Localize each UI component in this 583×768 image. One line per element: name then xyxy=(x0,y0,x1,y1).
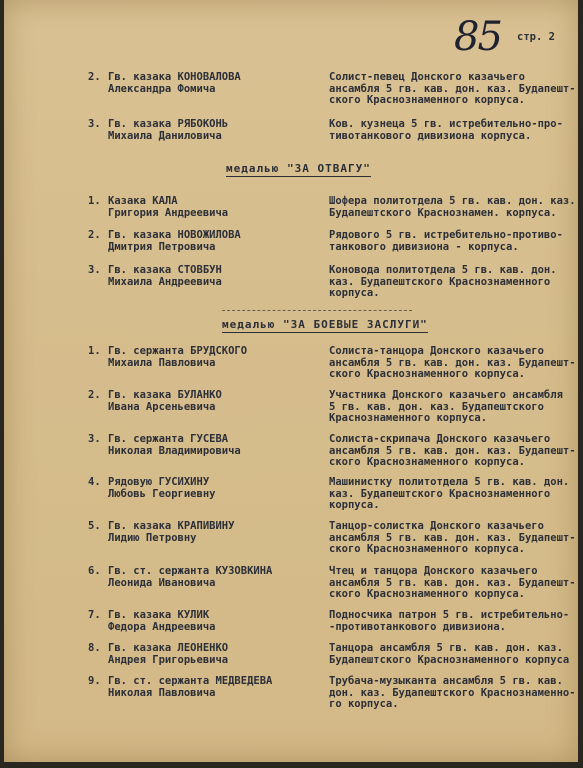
name-line: Ивана Арсеньевича xyxy=(108,400,216,413)
position-line: ского Краснознаменного корпуса. xyxy=(329,456,525,468)
position-line: ансамбля 5 гв. кав. дон. каз. Будапешт- xyxy=(329,444,576,457)
position-line: ского Краснознаменного корпуса. xyxy=(329,368,525,380)
name-line: Гв. казака СТОВБУН xyxy=(108,264,222,276)
position-line: го корпуса. xyxy=(329,698,399,710)
name-line: Дмитрия Петровича xyxy=(108,240,216,253)
name-line: Гв. сержанта БРУДСКОГО xyxy=(108,345,248,357)
recipient-position xyxy=(329,610,574,633)
name-line: Михаила Андреевича xyxy=(108,275,222,288)
position-line: Краснознаменного корпуса. xyxy=(329,412,488,424)
entry-number: 2. xyxy=(88,389,101,401)
name-line: Казака КАЛА xyxy=(108,195,178,207)
position-line: Коновода политотдела 5 гв. кав. дон. xyxy=(329,264,557,276)
name-line: Гв. сержанта ГУСЕВА xyxy=(108,433,229,445)
recipient-name xyxy=(108,566,272,589)
position-line: танкового дивизиона - корпуса. xyxy=(329,240,519,253)
name-line: Александра Фомича xyxy=(108,82,216,95)
recipient-name xyxy=(108,119,228,142)
position-line: Участника Донского казачьего ансамбля xyxy=(329,389,563,401)
recipient-position xyxy=(329,265,574,300)
name-line: Гв. казака КОНОВАЛОВА xyxy=(108,71,241,83)
recipient-name xyxy=(108,390,222,413)
entry-number: 6. xyxy=(88,565,101,577)
entry-number: 1. xyxy=(88,195,101,207)
name-line: Леонида Ивановича xyxy=(108,576,216,589)
position-line: Будапештского Краснознамен. корпуса. xyxy=(329,206,557,219)
position-line: Солиста-скрипача Донского казачьего xyxy=(329,433,551,445)
recipient-position xyxy=(329,230,574,253)
name-line: Любовь Георгиевну xyxy=(108,487,216,500)
position-line: ансамбля 5 гв. кав. дон. каз. Будапешт- xyxy=(329,531,576,544)
recipient-name xyxy=(108,265,222,288)
position-line: Будапештского Краснознаменного корпуса xyxy=(329,653,570,666)
entry-number: 2. xyxy=(88,229,101,241)
recipient-position xyxy=(329,643,574,666)
position-line: Подносчика патрон 5 гв. истребительно- xyxy=(329,609,570,621)
position-line: Шофера политотдела 5 гв. кав. дон. каз. xyxy=(329,195,576,207)
entry-number: 3. xyxy=(88,118,101,130)
position-line: ансамбля 5 гв. кав. дон. каз. Будапешт- xyxy=(329,356,576,369)
position-line: каз. Будапештского Краснознаменного xyxy=(329,487,551,500)
recipient-position xyxy=(329,434,574,469)
name-line: Андрея Григорьевича xyxy=(108,653,229,666)
entry-number: 3. xyxy=(88,264,101,276)
position-line: Трубача-музыканта ансамбля 5 гв. кав. xyxy=(329,675,563,687)
recipient-name xyxy=(108,72,241,95)
name-line: Гв. ст. сержанта КУЗОВКИНА xyxy=(108,565,273,577)
recipient-name xyxy=(108,346,247,369)
recipient-position xyxy=(329,346,574,381)
entry-number: 5. xyxy=(88,520,101,532)
position-line: Солиста-танцора Донского казачьего xyxy=(329,345,544,357)
entry-number: 4. xyxy=(88,476,101,488)
recipient-name xyxy=(108,521,234,544)
entry-number: 2. xyxy=(88,71,101,83)
name-line: Григория Андреевича xyxy=(108,206,229,219)
recipient-name xyxy=(108,434,241,457)
position-line: Солист-певец Донского казачьего xyxy=(329,71,525,83)
name-line: Михаила Даниловича xyxy=(108,129,222,142)
recipient-name xyxy=(108,196,228,219)
name-line: Николая Павловича xyxy=(108,686,216,699)
position-line: ского Краснознаменного корпуса. xyxy=(329,588,525,600)
name-line: Федора Андреевича xyxy=(108,620,216,633)
position-line: 5 гв. кав. дон. каз. Будапештского xyxy=(329,400,544,413)
name-line: Рядовую ГУСИХИНУ xyxy=(108,476,210,488)
recipient-name xyxy=(108,676,272,699)
name-line: Гв. казака ЛЕОНЕНКО xyxy=(108,642,229,654)
recipient-name xyxy=(108,230,241,253)
position-line: тивотанкового дивизиона корпуса. xyxy=(329,129,532,142)
recipient-position xyxy=(329,566,574,601)
position-line: корпуса. xyxy=(329,499,380,511)
position-line: Танцор-солистка Донского казачьего xyxy=(329,520,544,532)
position-line: Ков. кузнеца 5 гв. истребительно-про- xyxy=(329,118,563,130)
recipient-name xyxy=(108,610,215,633)
position-line: корпуса. xyxy=(329,287,380,299)
entry-number: 7. xyxy=(88,609,101,621)
position-line: Танцора ансамбля 5 гв. кав. дон. каз. xyxy=(329,642,563,654)
handwritten-page-number: 85 xyxy=(454,14,501,60)
name-line: Гв. ст. сержанта МЕДВЕДЕВА xyxy=(108,675,273,687)
recipient-position xyxy=(329,119,574,142)
name-line: Гв. казака КРАПИВИНУ xyxy=(108,520,235,532)
name-line: Гв. казака КУЛИК xyxy=(108,609,210,621)
name-line: Гв. казака БУЛАНКО xyxy=(108,389,222,401)
entry-number: 3. xyxy=(88,433,101,445)
recipient-name xyxy=(108,643,228,666)
position-line: Чтец и танцора Донского казачьего xyxy=(329,565,538,577)
position-line: Машинистку политотдела 5 гв. кав. дон. xyxy=(329,476,570,488)
position-line: ансамбля 5 гв. кав. дон. каз. Будапешт- xyxy=(329,82,576,95)
recipient-position xyxy=(329,196,574,219)
position-line: ансамбля 5 гв. кав. дон. каз. Будапешт- xyxy=(329,576,576,589)
document-page xyxy=(4,0,578,762)
section-heading-otvagu: медалью "ЗА ОТВАГУ" xyxy=(226,162,371,175)
name-line: Гв. казака НОВОЖИЛОВА xyxy=(108,229,241,241)
recipient-position xyxy=(329,390,574,425)
name-line: Лидию Петровну xyxy=(108,531,197,544)
position-line: дон. каз. Будапештского Краснознаменно- xyxy=(329,686,576,699)
position-line: каз. Будапештского Краснознаменного xyxy=(329,275,551,288)
name-line: Михаила Павловича xyxy=(108,356,216,369)
recipient-position xyxy=(329,477,574,512)
position-line: Рядового 5 гв. истребительно-противо- xyxy=(329,229,563,241)
entry-number: 1. xyxy=(88,345,101,357)
page-label: стр. 2 xyxy=(517,31,555,43)
section-heading-zaslugi: медалью "ЗА БОЕВЫЕ ЗАСЛУГИ" xyxy=(222,318,428,331)
recipient-position xyxy=(329,676,574,711)
divider xyxy=(222,310,412,311)
position-line: -противотанкового дивизиона. xyxy=(329,620,507,633)
name-line: Николая Владимировича xyxy=(108,444,241,457)
position-line: ского Краснознаменного корпуса. xyxy=(329,94,525,106)
recipient-position xyxy=(329,72,574,107)
position-line: ского Краснознаменного корпуса. xyxy=(329,543,525,555)
recipient-name xyxy=(108,477,215,500)
entry-number: 8. xyxy=(88,642,101,654)
entry-number: 9. xyxy=(88,675,101,687)
name-line: Гв. казака РЯБОКОНЬ xyxy=(108,118,229,130)
recipient-position xyxy=(329,521,574,556)
